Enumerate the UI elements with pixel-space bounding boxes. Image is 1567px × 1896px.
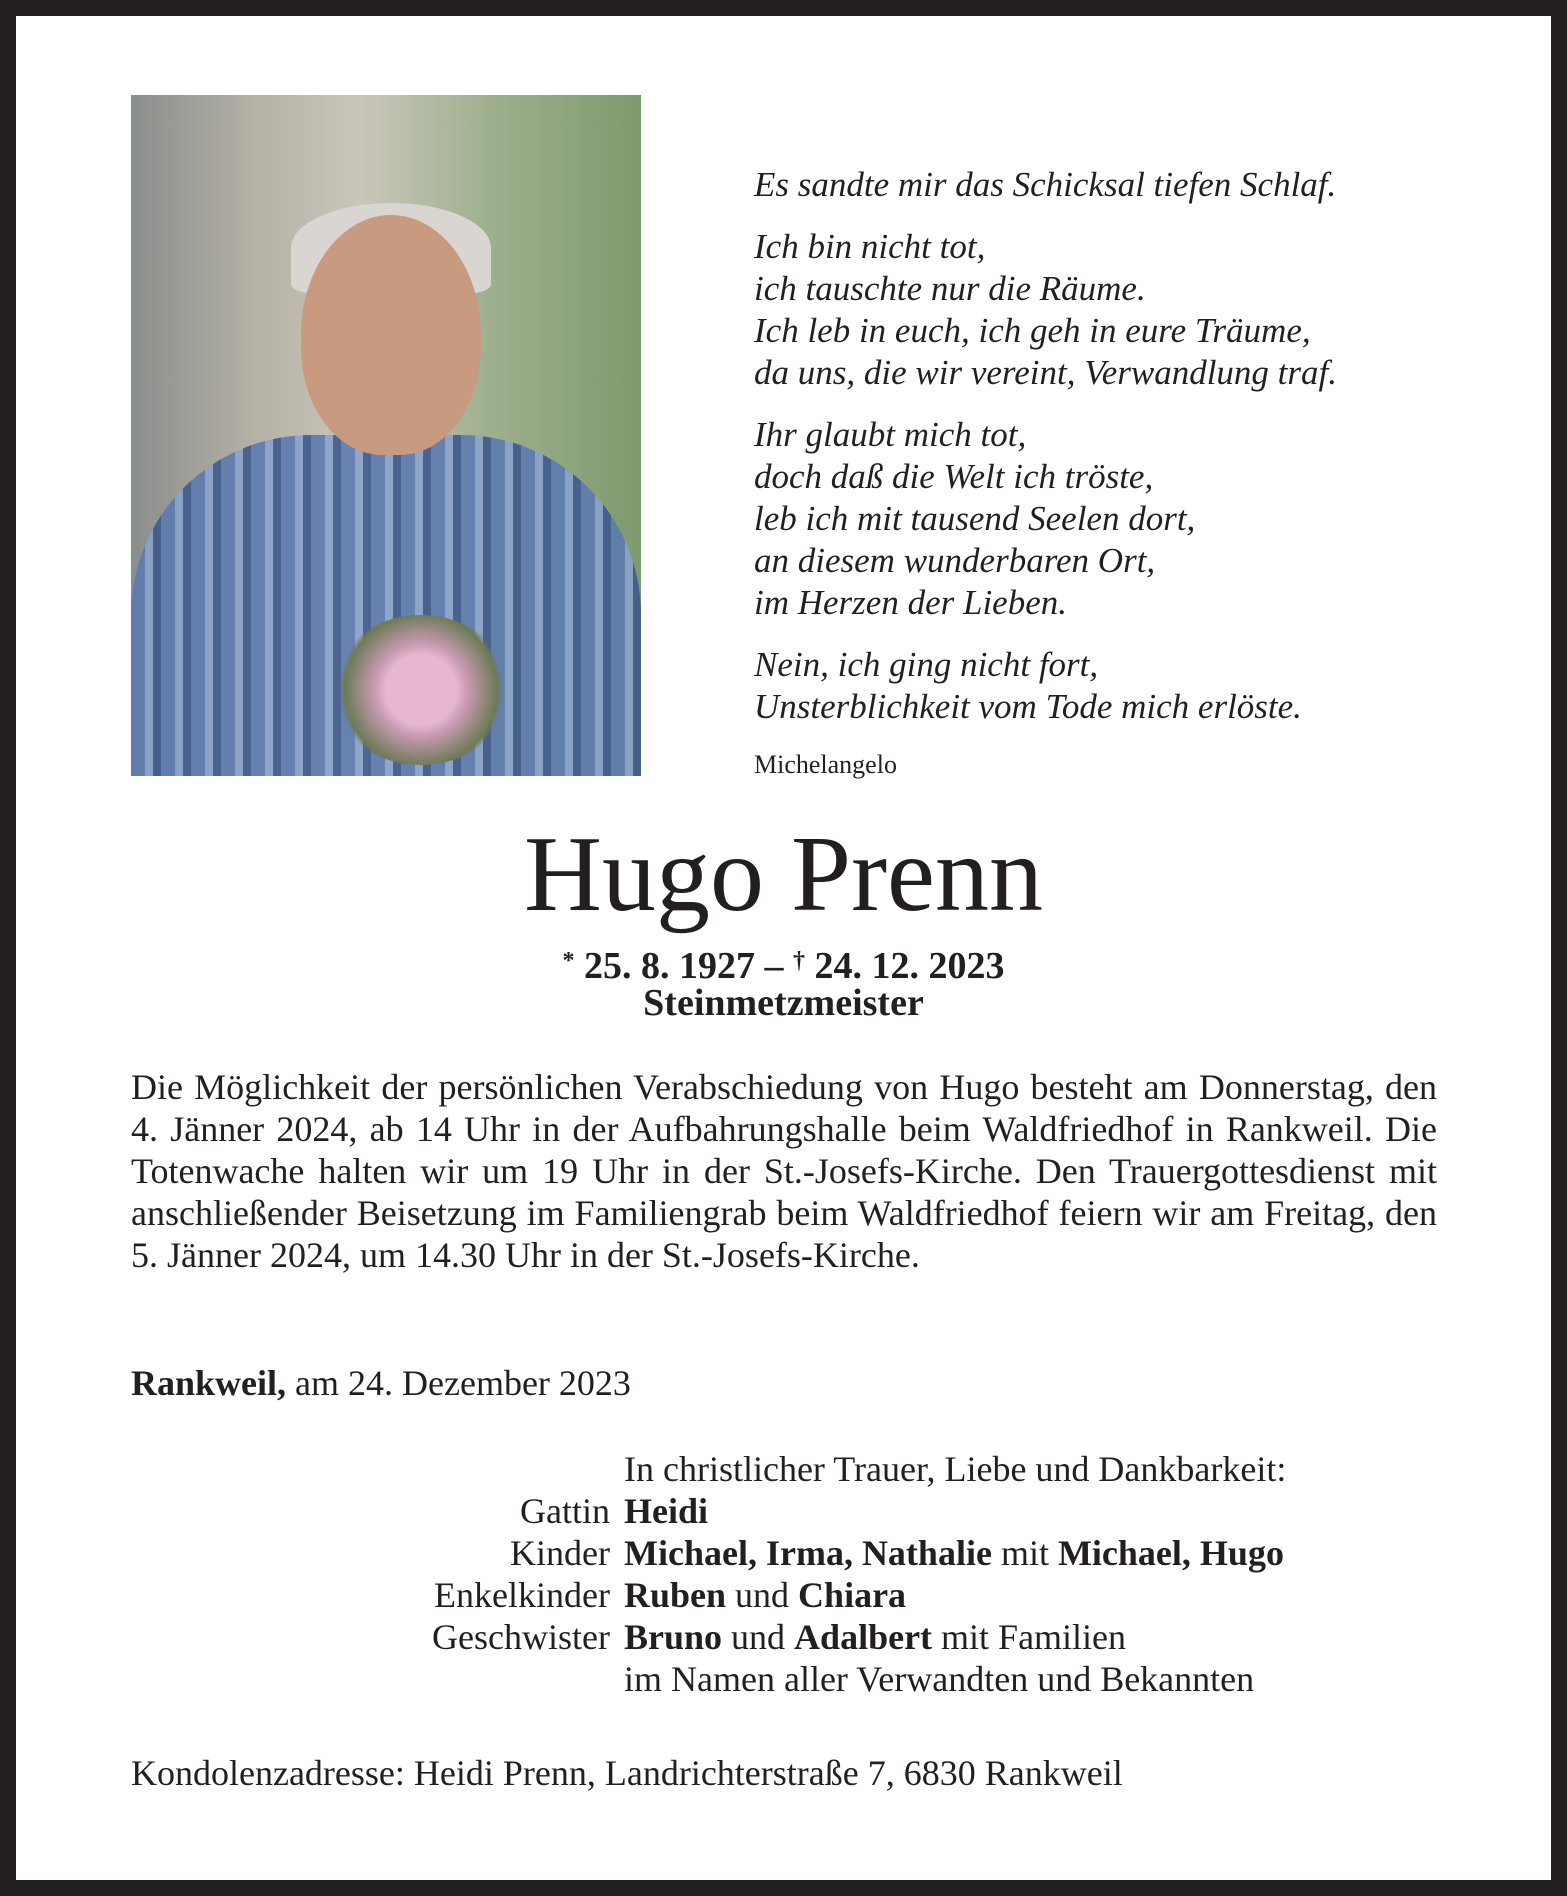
- mourner-name: Heidi: [624, 1491, 709, 1531]
- poem-line: Unsterblichkeit vom Tode mich erlöste.: [754, 687, 1302, 726]
- relation-label: Geschwister: [432, 1617, 610, 1657]
- relation-label: [0, 1658, 624, 1700]
- poem-line: an diesem wunderbaren Ort,: [754, 541, 1156, 580]
- place-date: [131, 1362, 631, 1404]
- connector-text: mit: [991, 1533, 1058, 1573]
- connector-text: im Namen aller Verwandten und Bekannten: [624, 1659, 1255, 1699]
- portrait-photo: [131, 95, 641, 776]
- mourner-row: [0, 1616, 1286, 1658]
- poem-line: leb ich mit tausend Seelen dort,: [754, 499, 1196, 538]
- poem-stanza: [754, 644, 1337, 728]
- condolence-address: Kondolenzadresse: Heidi Prenn, Landrichterstraße 7, 6830 Rankweil: [131, 1753, 1123, 1793]
- poem-line: Ihr glaubt mich tot,: [754, 415, 1027, 454]
- mourners-intro: In christlicher Trauer, Liebe und Dankbarkeit:: [624, 1449, 1287, 1489]
- poem: [754, 164, 1337, 748]
- poem-line: Ich leb in euch, ich geh in eure Träume,: [754, 311, 1311, 350]
- poem-line: Ich bin nicht tot,: [754, 227, 986, 266]
- mourner-row: [0, 1532, 1286, 1574]
- relation-names: [624, 1490, 708, 1532]
- relation-names: [624, 1574, 906, 1616]
- poem-line: im Herzen der Lieben.: [754, 583, 1068, 622]
- poem-stanza: [754, 226, 1337, 394]
- mourner-name: Adalbert: [794, 1617, 933, 1657]
- funeral-details: Die Möglichkeit der persönlichen Verabschiedung von Hugo besteht am Donnerstag, den 4. Jänner 2024, ab 14 Uhr in der Aufbahrungshalle beim Waldfriedhof in Rankweil. Die Totenwache halten wir um 19 Uhr in der St.-Josefs-Kirche. Den Trauergottesdienst mit anschließender Beisetzung im Familiengrab beim Waldfriedhof feiern wir am Freitag, den 5. Jänner 2024, um 14.30 Uhr in der St.-Josefs-Kirche.: [131, 1067, 1437, 1275]
- poem-line: da uns, die wir vereint, Verwandlung traf.: [754, 353, 1337, 392]
- poem-stanza: [754, 164, 1337, 206]
- poem-line: Nein, ich ging nicht fort,: [754, 645, 1099, 684]
- mourner-name: Ruben: [624, 1575, 727, 1615]
- mourners-list: [0, 1448, 1286, 1700]
- relation-names: [624, 1616, 1126, 1658]
- mourner-name: Michael, Irma, Nathalie: [624, 1533, 992, 1573]
- death-date: 24. 12. 2023: [814, 945, 1005, 987]
- mourner-name: Chiara: [798, 1575, 907, 1615]
- place-city: Rankweil,: [131, 1363, 287, 1403]
- connector-text: mit Familien: [932, 1617, 1127, 1657]
- death-symbol: †: [793, 948, 805, 974]
- profession: Steinmetzmeister: [643, 982, 924, 1024]
- birth-date: 25. 8. 1927: [584, 945, 755, 987]
- relation-names: [624, 1532, 1284, 1574]
- poem-line: Es sandte mir das Schicksal tiefen Schlaf.: [754, 165, 1337, 204]
- connector-text: und: [726, 1575, 799, 1615]
- poem-line: ich tauschte nur die Räume.: [754, 269, 1146, 308]
- relation-names: [624, 1658, 1254, 1700]
- mourner-row: [0, 1658, 1286, 1700]
- date-separator: –: [755, 945, 793, 987]
- poem-stanza: [754, 414, 1337, 624]
- poem-line: doch daß die Welt ich tröste,: [754, 457, 1154, 496]
- mourner-name: Bruno: [624, 1617, 723, 1657]
- life-dates: [0, 940, 1567, 987]
- mourner-row: [0, 1574, 1286, 1616]
- relation-label: Gattin: [520, 1491, 610, 1531]
- poem-author: Michelangelo: [754, 750, 897, 779]
- relation-label: Enkelkinder: [434, 1575, 610, 1615]
- relation-label: Kinder: [510, 1533, 610, 1573]
- mourner-row: [0, 1490, 1286, 1532]
- deceased-name: Hugo Prenn: [524, 815, 1043, 934]
- place-date-text: am 24. Dezember 2023: [286, 1363, 631, 1403]
- birth-symbol: *: [562, 948, 575, 974]
- mourner-name: Michael, Hugo: [1057, 1533, 1284, 1573]
- connector-text: und: [722, 1617, 795, 1657]
